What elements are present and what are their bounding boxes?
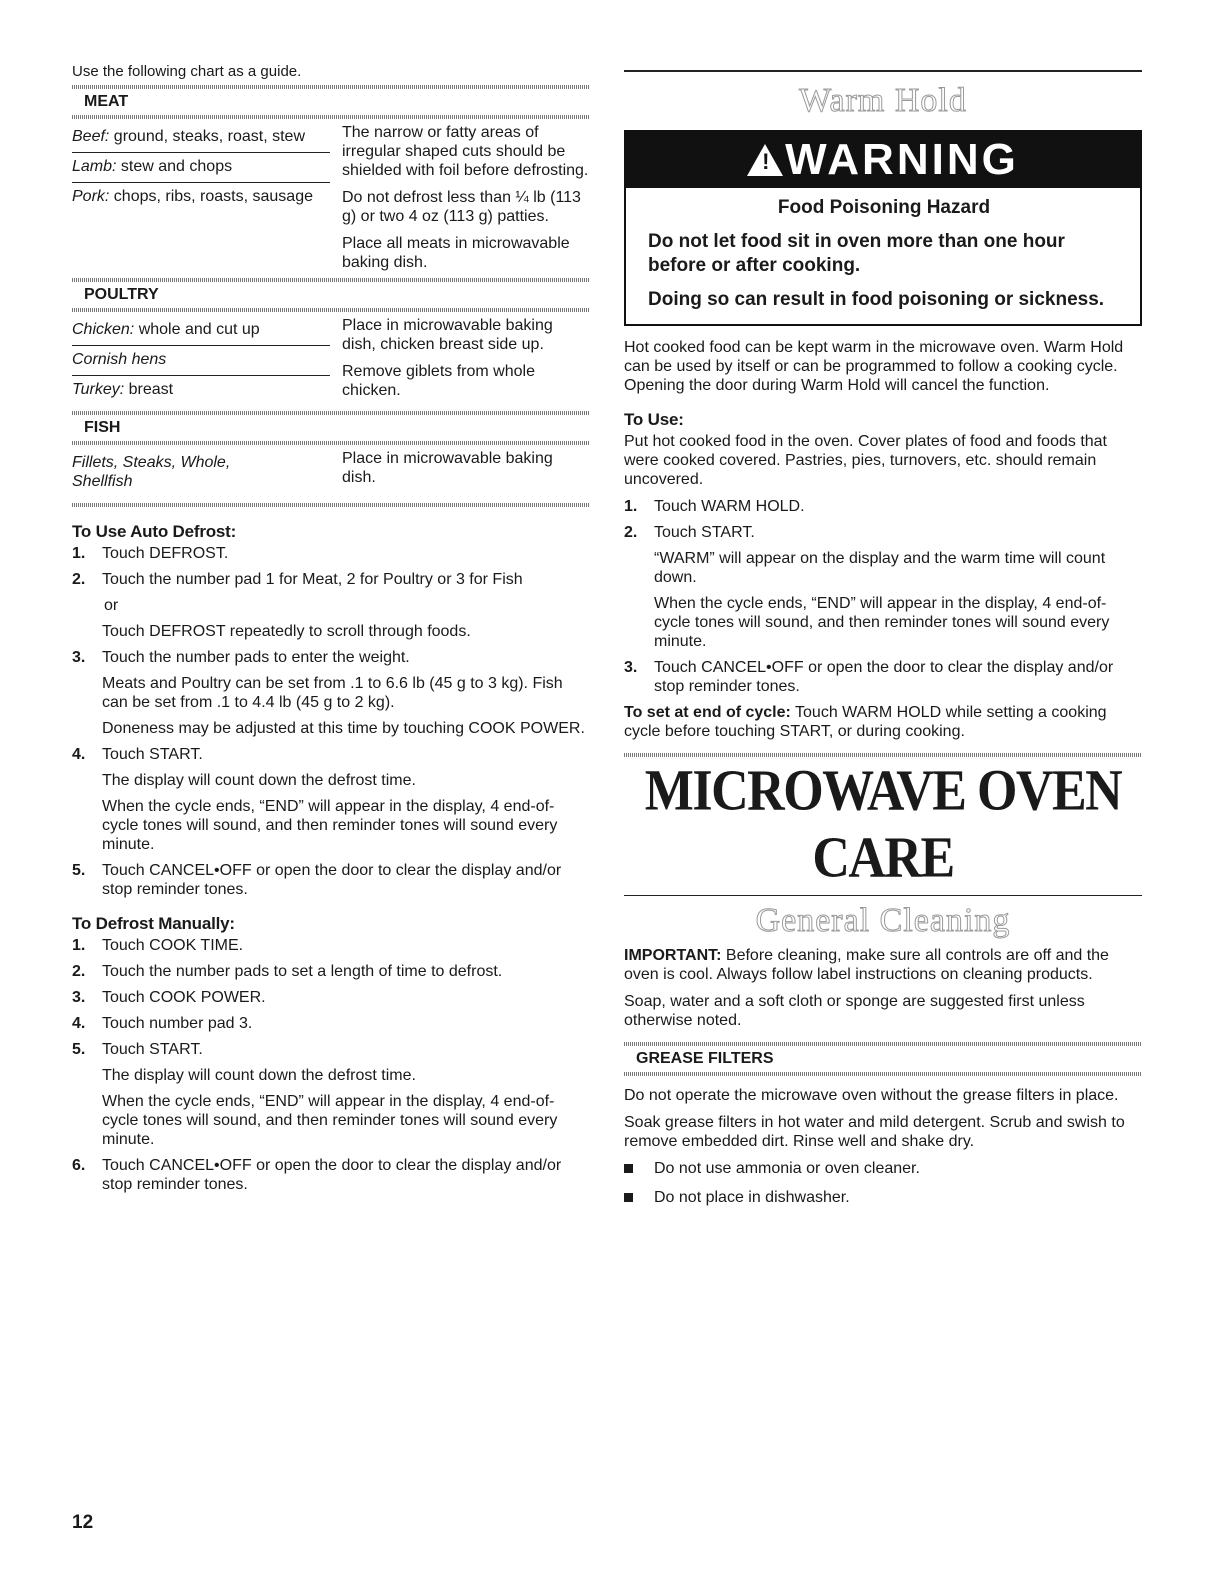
food-item — [72, 153, 330, 183]
food-item — [72, 316, 330, 346]
step-number: 1. — [624, 497, 638, 515]
chart-section-fish — [72, 415, 590, 503]
step-text: Doneness may be adjusted at this time by touching COOK POWER. — [102, 720, 585, 737]
chart-section-meat — [72, 89, 590, 278]
step-text: Touch WARM HOLD. — [654, 497, 805, 515]
warm-hold-intro: Hot cooked food can be kept warm in the microwave oven. Warm Hold can be used by itself or can be programmed to follow a cooking cycle. Opening the door during Warm Hold will cancel the function. — [624, 338, 1124, 394]
chart-note: Do not defrost less than ¼ lb (113 g) or two 4 oz (113 g) patties. — [342, 189, 581, 225]
step — [72, 745, 590, 854]
food-name: Pork: — [72, 188, 110, 205]
right-column — [624, 70, 1142, 1217]
step — [72, 544, 590, 563]
food-name: Beef: — [72, 128, 110, 145]
step-text: When the cycle ends, “END” will appear in the display, 4 end-of-cycle tones will sound, and then reminder tones will sound every minute. — [102, 798, 558, 853]
step-number: 3. — [72, 989, 86, 1006]
grease-p1: Do not operate the microwave oven without the grease filters in place. — [624, 1087, 1119, 1104]
step-text: Touch the number pads to set a length of time to defrost. — [102, 963, 503, 980]
chart-note: The narrow or fatty areas of irregular shaped cuts should be shielded with foil before defrosting. — [342, 124, 589, 179]
grease-bullets — [624, 1159, 1142, 1207]
chart-note: Place all meats in microwavable baking dish. — [342, 235, 570, 271]
warning-line: Doing so can result in food poisoning or sickness. — [648, 288, 1105, 310]
step — [72, 570, 590, 641]
care-title: MICROWAVE OVEN CARE — [644, 758, 1122, 890]
step-text: Touch CANCEL•OFF or open the door to clear the display and/or stop reminder tones. — [654, 658, 1114, 695]
soap-note: Soap, water and a soft cloth or sponge are suggested first unless otherwise noted. — [624, 993, 1085, 1029]
step-text: Touch START. — [102, 1041, 203, 1058]
manual-defrost-heading: To Defrost Manually: — [72, 914, 235, 933]
food-name: Fillets, Steaks, Whole, Shellfish — [72, 454, 231, 490]
chart-heading: MEAT — [84, 93, 129, 110]
chart-note: Remove giblets from whole chicken. — [342, 363, 535, 399]
step-text: “WARM” will appear on the display and the warm time will count down. — [654, 549, 1106, 586]
warning-hazard: Food Poisoning Hazard — [777, 196, 991, 218]
step — [72, 962, 590, 981]
step-number: 1. — [72, 545, 86, 562]
section-rule — [624, 70, 1142, 72]
food-name: Lamb: — [72, 158, 117, 175]
step — [72, 988, 590, 1007]
step-number: 6. — [72, 1157, 86, 1174]
end-of-cycle-label: To set at end of cycle: — [624, 703, 791, 721]
food-name: Cornish hens — [72, 351, 167, 368]
step-text: When the cycle ends, “END” will appear in the display, 4 end-of-cycle tones will sound, and then reminder tones will sound every minute. — [654, 594, 1110, 650]
divider — [624, 1072, 1142, 1076]
step — [624, 523, 1142, 651]
step-number: 1. — [72, 937, 86, 954]
auto-defrost-steps — [72, 544, 590, 899]
chart-heading: POULTRY — [84, 286, 159, 303]
food-desc: ground, steaks, roast, stew — [109, 128, 306, 145]
to-use-heading: To Use: — [624, 409, 684, 429]
step-text: Touch START. — [654, 523, 755, 541]
step-text: Touch COOK POWER. — [102, 989, 266, 1006]
step — [624, 497, 1142, 516]
food-item — [72, 346, 330, 376]
step — [72, 861, 590, 899]
food-desc: chops, ribs, roasts, sausage — [109, 188, 313, 205]
step — [624, 658, 1142, 696]
bullet-text: Do not use ammonia or oven cleaner. — [654, 1160, 920, 1177]
food-item — [72, 123, 330, 153]
bullet-item — [624, 1188, 1142, 1207]
food-item — [72, 376, 330, 405]
grease-p2: Soak grease filters in hot water and mild detergent. Scrub and swish to remove embedded dirt. Rinse well and shake dry. — [624, 1114, 1125, 1150]
bullet-square-icon — [624, 1193, 633, 1202]
section-rule — [624, 895, 1142, 897]
bullet-square-icon — [624, 1164, 633, 1173]
chart-note: Place in microwavable baking dish. — [342, 450, 553, 486]
step-text: Touch DEFROST repeatedly to scroll through foods. — [102, 623, 471, 640]
warm-hold-title: Warm Hold — [799, 81, 967, 119]
step-number: 4. — [72, 1015, 86, 1032]
warning-label: WARNING — [785, 134, 1019, 184]
food-item — [72, 183, 330, 212]
step-text: Touch CANCEL•OFF or open the door to clear the display and/or stop reminder tones. — [102, 1157, 562, 1193]
step-number: 2. — [624, 523, 638, 541]
warning-banner — [626, 132, 1140, 188]
warm-hold-steps — [624, 497, 1142, 696]
food-name: Chicken: — [72, 321, 135, 338]
warning-line: Do not let food sit in oven more than one hour before or after cooking. — [648, 230, 1065, 276]
important-text: Before cleaning, make sure all controls are off and the oven is cool. Always follow label instructions on cleaning products. — [624, 947, 1109, 983]
step-number: 3. — [624, 658, 638, 676]
step-text: Touch DEFROST. — [102, 545, 229, 562]
step-text: The display will count down the defrost time. — [102, 772, 416, 789]
important-note — [624, 946, 1142, 984]
divider — [624, 753, 1142, 757]
step-number: 3. — [72, 649, 86, 666]
manual-defrost-steps — [72, 936, 590, 1194]
step — [72, 648, 590, 738]
step-number: 2. — [72, 963, 86, 980]
step — [72, 1040, 590, 1149]
step-text: or — [104, 597, 119, 614]
chart-intro: Use the following chart as a guide. — [72, 63, 302, 80]
divider — [72, 503, 590, 507]
end-of-cycle-note — [624, 703, 1142, 741]
food-desc: breast — [124, 381, 174, 398]
warning-box — [624, 130, 1142, 326]
step-text: Touch START. — [102, 746, 203, 763]
step — [72, 1156, 590, 1194]
step — [72, 936, 590, 955]
grease-filters-heading: GREASE FILTERS — [636, 1050, 774, 1067]
warning-mark: ! — [762, 148, 773, 174]
general-cleaning-title: General Cleaning — [755, 902, 1011, 939]
step-number: 5. — [72, 1041, 86, 1058]
step — [72, 1014, 590, 1033]
chart-note: Place in microwavable baking dish, chicken breast side up. — [342, 317, 553, 353]
food-desc: whole and cut up — [134, 321, 260, 338]
step-text: Touch number pad 3. — [102, 1015, 253, 1032]
to-use-intro: Put hot cooked food in the oven. Cover plates of food and foods that were cooked covered. Pastries, pies, turnovers, etc. should remain uncovered. — [624, 432, 1107, 488]
page-number: 12 — [72, 1512, 94, 1533]
food-item — [72, 449, 330, 497]
step-text: Touch CANCEL•OFF or open the door to clear the display and/or stop reminder tones. — [102, 862, 562, 898]
food-name: Turkey: — [72, 381, 125, 398]
warning-triangle-icon — [747, 144, 783, 176]
step-text: Touch the number pad 1 for Meat, 2 for Poultry or 3 for Fish — [102, 571, 523, 588]
bullet-text: Do not place in dishwasher. — [654, 1189, 850, 1206]
step-number: 4. — [72, 746, 86, 763]
food-desc: stew and chops — [116, 158, 233, 175]
chart-heading: FISH — [84, 419, 121, 436]
step-text: Touch COOK TIME. — [102, 937, 244, 954]
step-text: Touch the number pads to enter the weight. — [102, 649, 410, 666]
end-of-cycle-text: Touch WARM HOLD while setting a cooking cycle before touching START, or during cooking. — [624, 703, 1107, 740]
step-text: Meats and Poultry can be set from .1 to 6.6 lb (45 g to 3 kg). Fish can be set from .1 to 4.4 lb (45 g to 2 kg). — [102, 675, 563, 711]
auto-defrost-heading: To Use Auto Defrost: — [72, 522, 237, 541]
step-number: 2. — [72, 571, 86, 588]
bullet-item — [624, 1159, 1142, 1178]
important-label: IMPORTANT: — [624, 947, 722, 964]
left-column — [72, 62, 590, 1201]
chart-section-poultry — [72, 282, 590, 411]
step-text: When the cycle ends, “END” will appear in the display, 4 end-of-cycle tones will sound, and then reminder tones will sound every minute. — [102, 1093, 558, 1148]
step-text: The display will count down the defrost time. — [102, 1067, 416, 1084]
step-number: 5. — [72, 862, 86, 879]
